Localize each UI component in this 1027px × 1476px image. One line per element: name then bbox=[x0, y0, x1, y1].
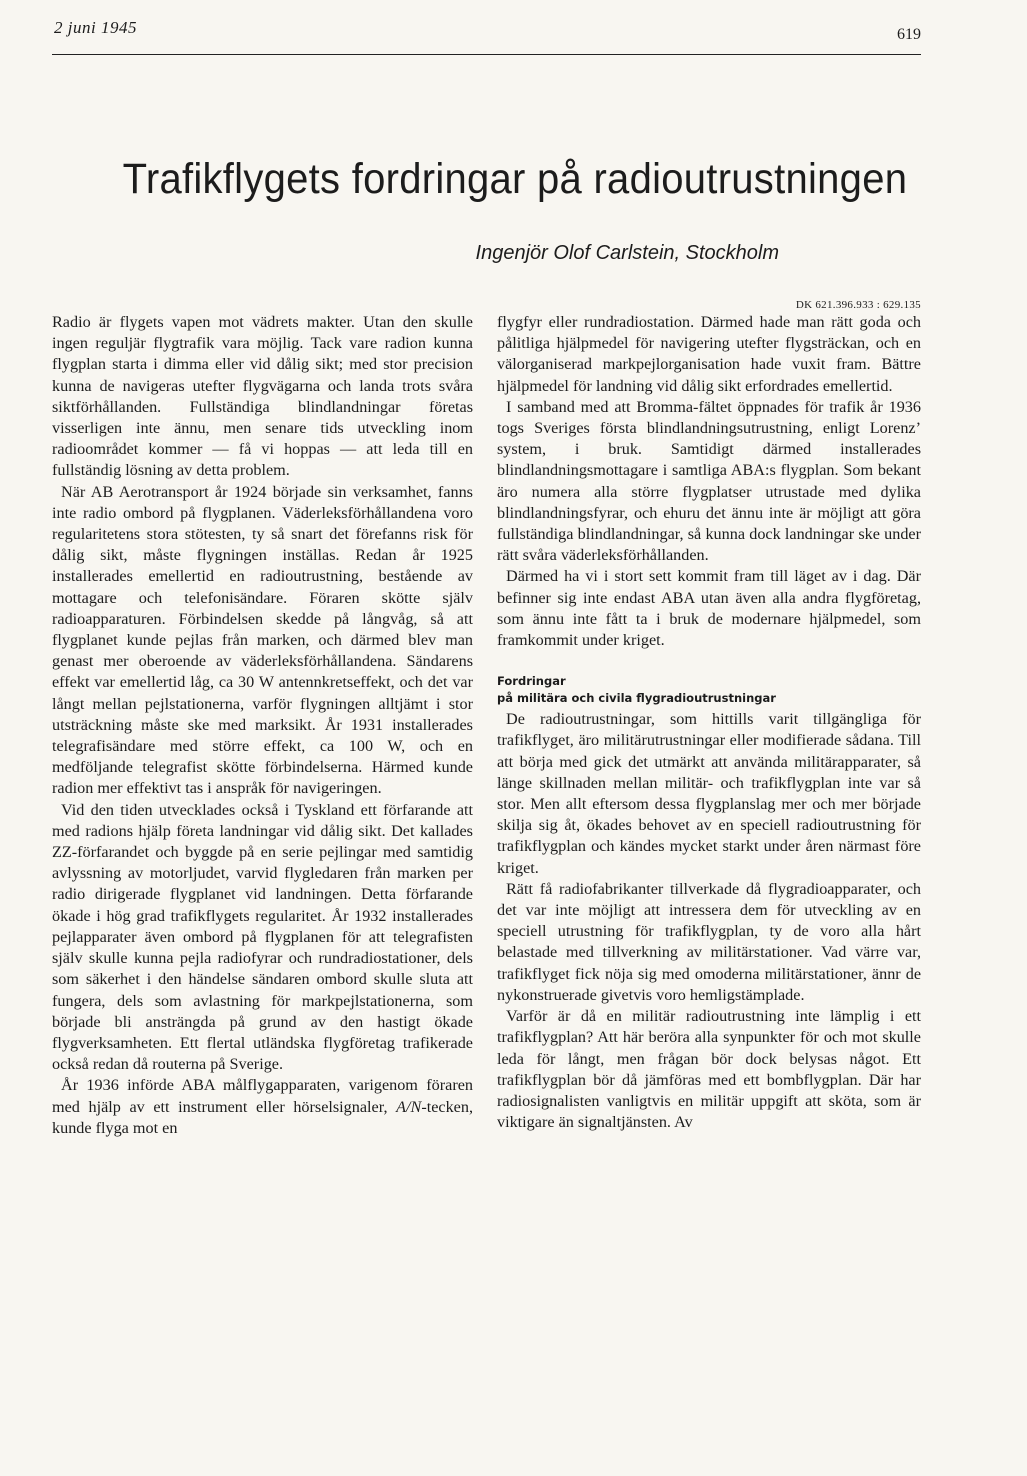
paragraph: flygfyr eller rundradiostation. Därmed hade man rätt goda och pålitliga hjälpmedel för navigering utefter flygsträckan, och en välorganiserad markpejlorganisation hade vuxit fram. Bättre hjälpmedel för landning vid dålig sikt erfordrades emellertid. bbox=[497, 313, 921, 395]
paragraph: De radioutrustningar, som hittills varit tillgängliga för trafikflyget, äro militärutrustningar eller modifierade sådana. Till att börja med gick det utmärkt att använda militärapparater, så länge skillnaden mellan militär- och trafikflygplan inte var så stor. Men allt eftersom dessa flygplanslag mer och mer började skilja sig åt, ökades behovet av en speciell radioutrustning för trafikflygplan och kändes mycket starkt under åren närmast före kriget. bbox=[497, 710, 921, 877]
paragraph: När AB Aerotransport år 1924 började sin verksamhet, fanns inte radio ombord på flygplanen. Väderleksförhållandena voro regularitetens stora stötesten, ty så snart det förefanns risk för dålig sikt, måste flygningen inställas. Redan år 1925 installerades emellertid en radioutrustning, bestående av mottagare och telefonisändare. Föraren skötte själv radioapparaturen. Förbindelsen skedde på långvåg, så att flygplanet kunde pejlas från marken, och därmed blev man genast mer oberoende av väderleksförhållandena. Sändarens effekt var emellertid låg, ca 30 W antennkretseffekt, och det var långt mellan pejlstationerna, varför flygningen alltjämt i stor utsträckning måste ske med marksikt. År 1931 installerades telegrafisändare med större effekt, ca 100 W, och en medföljande telegrafist skötte förbindelserna. Härmed kunde radion mer effektivt tas i anspråk för navigeringen. bbox=[52, 482, 473, 798]
signal-code: A/N bbox=[396, 1097, 422, 1116]
dk-classification: DK 621.396.933 : 629.135 bbox=[795, 299, 921, 311]
paragraph: I samband med att Bromma-fältet öppnades för trafik år 1936 togs Sveriges första blindlandningsutrustning, enligt Lorenz’ system, i bruk. Samtidigt därmed installerades blindlandningsmottagare i samtliga ABA:s flygplan. Som bekant äro numera alla större flygplatser utrustade med dylika blindlandningsfyrar, och ehuru det ännu inte är möjligt att göra fullständiga blindlandningar, så kunna dock landningar ske under rätt svåra väderleksförhållanden. bbox=[497, 397, 921, 565]
paragraph: Rätt få radiofabrikanter tillverkade då flygradioapparater, och det var inte möjligt att intressera dem för utveckling av en speciell utrustning för trafikflygplan, ty de voro alla hårt belastade med tillverkning av militärstationer. Vad värre var, trafikflyget fick nöja sig med omoderna militärstationer, ännr de nykonstruerade givetvis voro hemligstämplade. bbox=[497, 879, 921, 1004]
paragraph: Därmed ha vi i stort sett kommit fram till läget av i dag. Där befinner sig inte endast ABA utan även alla andra flygföretag, som ännu inte fått ta i bruk de modernare hjälpmedel, som framkommit under kriget. bbox=[497, 567, 921, 650]
right-column bbox=[497, 312, 921, 1133]
page-number: 619 bbox=[897, 26, 921, 43]
article-title: Trafikflygets fordringar på radioutrustningen bbox=[122, 155, 908, 203]
header-rule bbox=[52, 54, 921, 55]
paragraph-text: År 1936 införde ABA målflygapparaten, varigenom föraren med hjälp av ett instrument eller hörselsignaler, bbox=[52, 1076, 473, 1116]
paragraph-text: -tecken, kunde flyga mot en bbox=[52, 1097, 474, 1137]
article-author: Ingenjör Olof Carlstein, Stockholm bbox=[475, 242, 779, 264]
subheading-line: på militära och civila flygradioutrustningar bbox=[497, 691, 776, 706]
paragraph: Varför är då en militär radioutrustning inte lämplig i ett trafikflygplan? Att här beröra alla synpunkter för och mot skulle leda för långt, men frågan bör dock belysas något. Ett trafikflygplan bör då jämföras med ett bombflygplan. Där har radiosignalisten vanligtvis en militär uppgift att sköta, som är viktigare än signaltjänsten. Av bbox=[497, 1007, 921, 1132]
left-column bbox=[52, 312, 473, 1139]
paragraph bbox=[52, 1075, 473, 1139]
paragraph: Radio är flygets vapen mot vädrets makter. Utan den skulle ingen reguljär flygtrafik vara möjlig. Tack vare radion kunna flygplan starta i dimma eller vid dålig sikt; med stor precision kunna de navigeras utefter flygvägarna och landa trots svåra siktförhållanden. Fullständiga blindlandningar företas visserligen inte ännu, men senare tids utveckling inom radioområdet kommer — få vi hoppas — att leda till en fullständig lösning av detta problem. bbox=[52, 313, 473, 480]
subheading-line: Fordringar bbox=[497, 674, 566, 689]
issue-date: 2 juni 1945 bbox=[54, 18, 137, 37]
section-subheading bbox=[497, 673, 921, 707]
paragraph: Vid den tiden utvecklades också i Tyskland ett förfarande att med radions hjälp företa landningar vid dålig sikt. Det kallades ZZ-förfarandet och byggde på en serie pejlingar med samtidig avlyssning av motorljudet, varvid flygledaren från marken per radio dirigerade flygplanet vid landningen. Detta förfarande ökade i hög grad trafikflygets regularitet. År 1932 installerades pejlapparater även ombord på flygplanen för att telegrafisten själv skulle kunna pejla radiofyrar och rundradiostationer, dels som säkerhet i den händelse sändaren ombord skulle sluta att fungera, dels som avlastning för markpejlstationerna, som började bli ansträngda på grund av den hastigt ökade flygverksamheten. Ett flertal utländska flygföretag trafikerade också redan då routerna på Sverige. bbox=[52, 800, 473, 1074]
